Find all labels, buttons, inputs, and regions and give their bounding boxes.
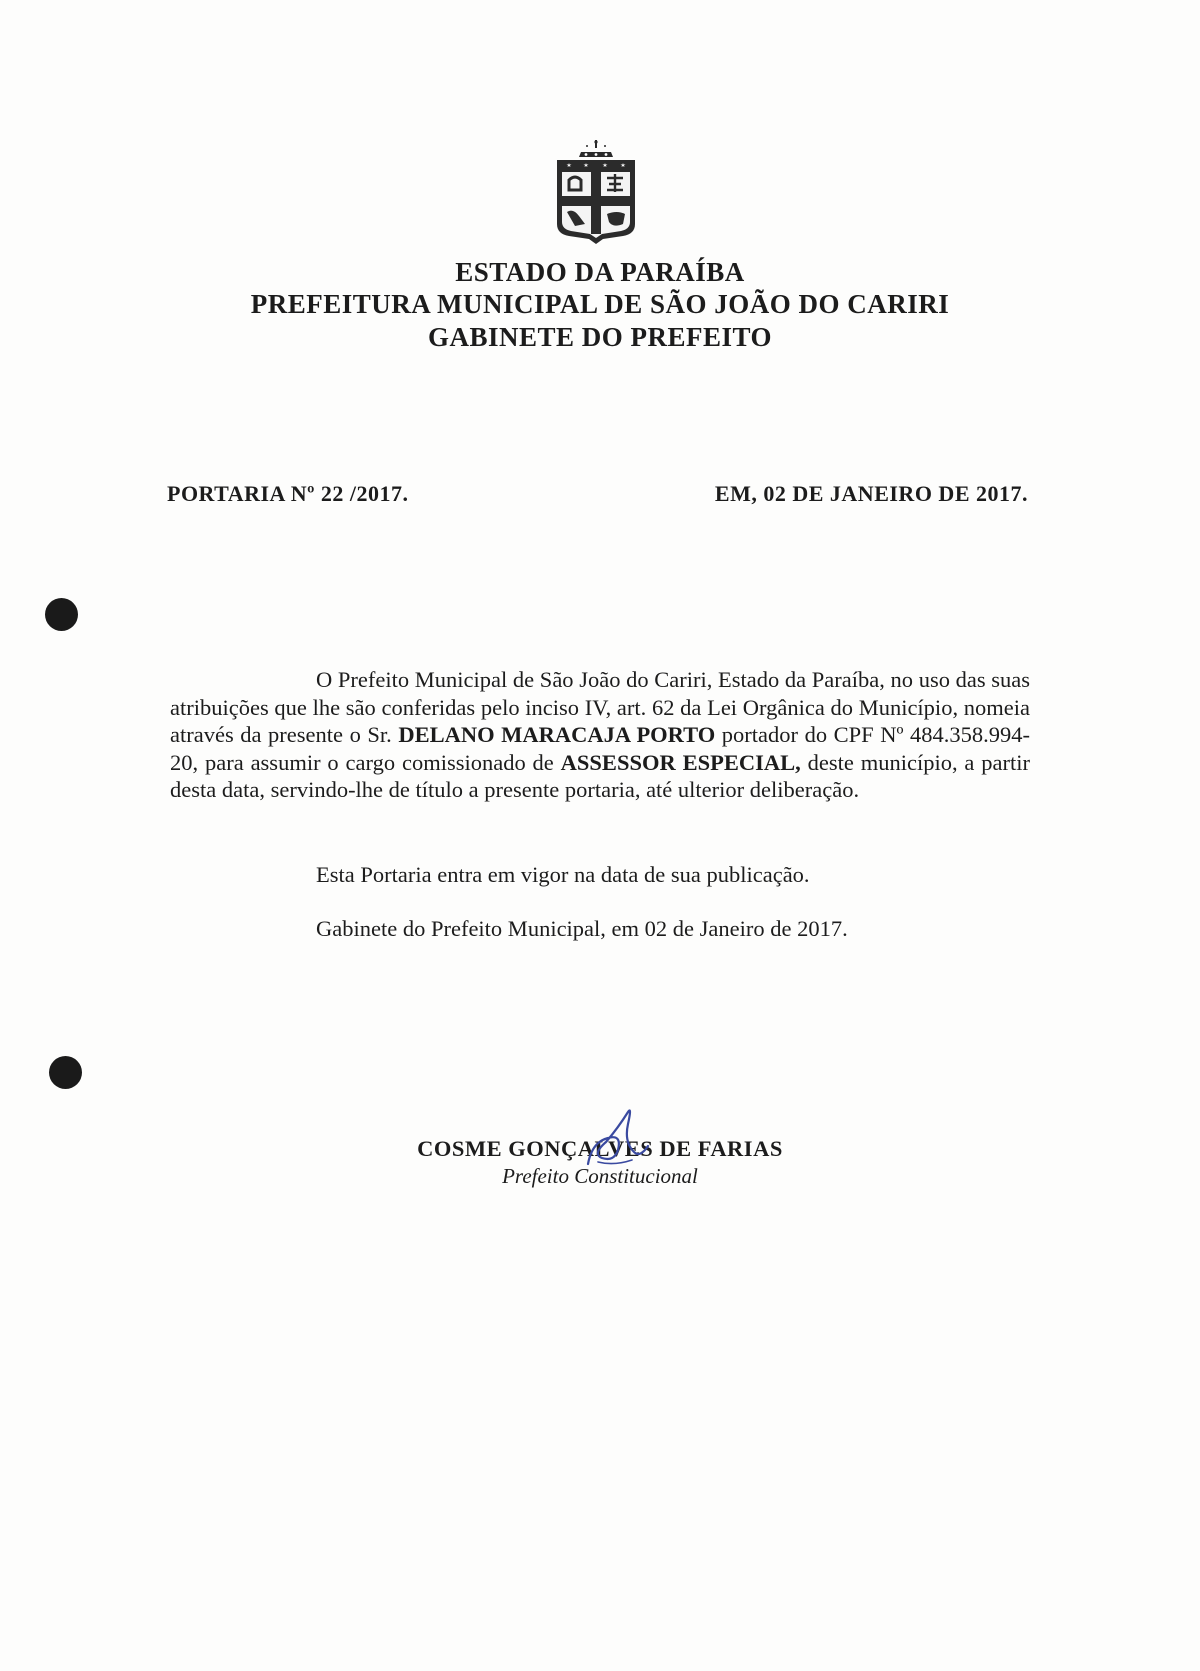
place-and-date: Gabinete do Prefeito Municipal, em 02 de Janeiro de 2017. — [316, 916, 848, 941]
body-cpf: portador do CPF Nº 484.358.994-20, para assumir o cargo comissionado de — [170, 722, 1030, 775]
header-state: ESTADO DA PARAÍBA — [455, 257, 745, 287]
ordinance-number: PORTARIA Nº 22 /2017. — [167, 481, 409, 506]
signer-name: COSME GONÇALVES DE FARIAS — [417, 1136, 783, 1161]
municipal-coat-of-arms-icon — [553, 138, 639, 250]
header-office: GABINETE DO PREFEITO — [427, 322, 773, 352]
appointed-position: ASSESSOR ESPECIAL, — [560, 749, 801, 775]
effective-clause: Esta Portaria entra em vigor na data de sua publicação. — [316, 862, 810, 887]
body-intro: O Prefeito Municipal de São João do Cariri, Estado da Paraíba, no uso das suas atribuições que lhe são conferidas pelo inciso IV, art. 62 da Lei Orgânica do Município, nomeia através da presente o Sr. — [170, 667, 1030, 748]
header-municipality: PREFEITURA MUNICIPAL DE SÃO JOÃO DO CARIRI — [250, 289, 950, 319]
ordinance-date: EM, 02 DE JANEIRO DE 2017. — [714, 481, 1028, 506]
ordinance-body — [170, 666, 1030, 804]
signer-title: Prefeito Constitucional — [502, 1164, 698, 1188]
punch-hole-bottom — [49, 1056, 82, 1089]
punch-hole-top — [45, 598, 78, 631]
body-closing: deste município, a partir desta data, servindo-lhe de título a presente portaria, até ulterior deliberação. — [170, 749, 1031, 803]
handwritten-signature — [578, 1102, 658, 1172]
appointee-name: DELANO MARACAJA PORTO — [398, 722, 716, 748]
